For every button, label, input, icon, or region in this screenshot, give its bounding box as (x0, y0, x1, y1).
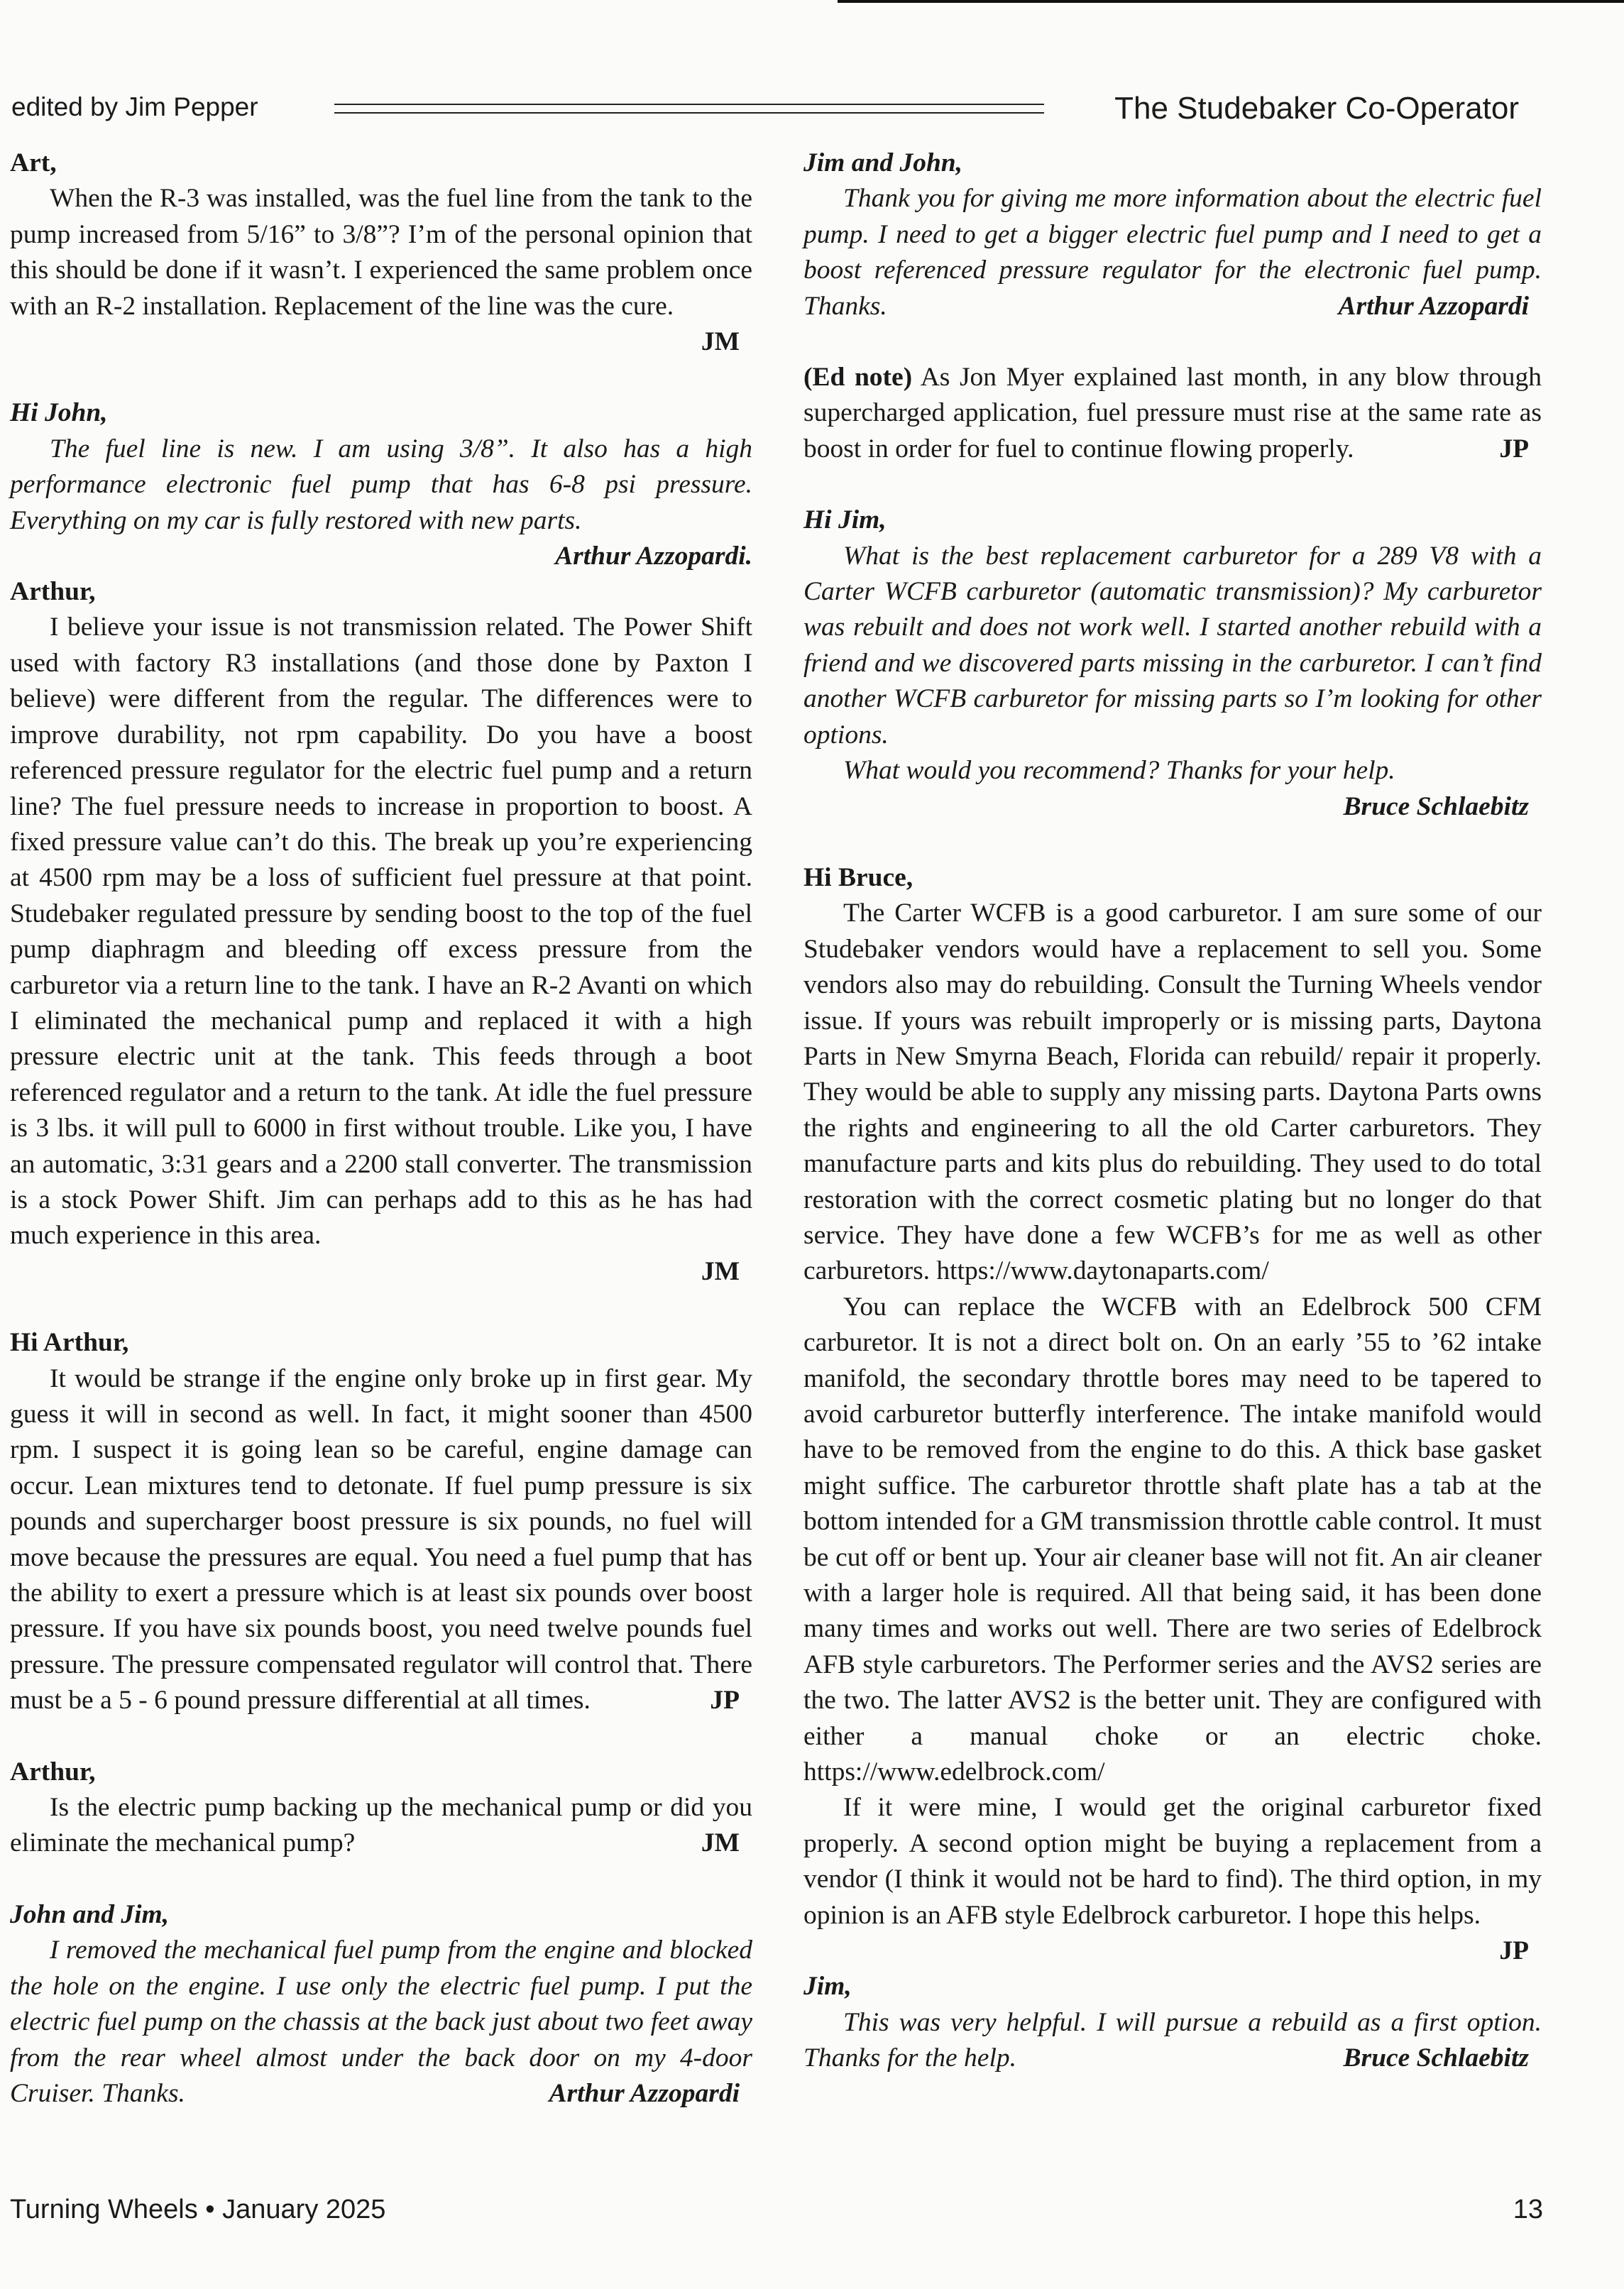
publication-name: Turning Wheels (10, 2195, 198, 2224)
editor-note-label: (Ed note) (803, 363, 913, 393)
letter (10, 395, 752, 571)
page-footer (10, 2195, 1543, 2225)
page-header (11, 87, 1519, 129)
author-initials: JM (701, 1828, 740, 1858)
letter-paragraph: I removed the mechanical fuel pump from the engine and blocked the hole on the engine. I use only the electric fuel pump. I put the electric fuel pump on the chassis at the back just about two feet away from the rear wheel almost under the back door on my 4-door Cruiser. Thanks. Arthur Azzopardi (10, 1933, 752, 2112)
letter-paragraph: I believe your issue is not transmission related. The Power Shift used with factory R3 installations (and those done by Paxton I believe) were different from the regular. The differences were to improve durability, not rpm capability. Do you have a boost referenced pressure regulator for the electric fuel pump and a return line? The fuel pressure needs to increase in proportion to boost. A fixed pressure value can’t do this. The break up you’re experiencing at 4500 rpm may be a loss of sufficient fuel pressure at that point. Studebaker regulated pressure by sending boost to the top of the fuel pump diaphragm and bleeding off excess pressure from the carburetor via a return line to the tank. I have an R-2 Avanti on which I eliminated the mechanical pump and replaced it with a high pressure electric unit at the tank. This feeds through a boot referenced regulator and a return to the tank. At idle the fuel pressure is 3 lbs. it will pull to 6000 in first without trouble. Like you, I have an automatic, 3:31 gears and a 2200 stall converter. The transmission is a stock Power Shift. Jim can perhaps add to this as he has had much experience in this area. (10, 613, 752, 1251)
letter-paragraph: If it were mine, I would get the original carburetor fixed properly. A second option might be buying a replacement from a vendor (I think it would not be hard to find). The third option, in my opinion is an AFB style Edelbrock carburetor. I hope this helps. JP (803, 1790, 1542, 1933)
editor-note (803, 360, 1542, 467)
letter-paragraph: When the R-3 was installed, was the fuel line from the tank to the pump increased from 5/16” to 3/8”? I’m of the personal opinion that this should be done if it wasn’t. I experienced the same problem once with an R-2 installation. Replacement of the line was the cure. (10, 184, 752, 321)
editor-credit: edited by Jim Pepper (11, 92, 258, 121)
signature: Bruce Schlaebitz (1343, 791, 1529, 821)
letter-paragraph: The Carter WCFB is a good carburetor. I am sure some of our Studebaker vendors would have a replacement to sell you. Some vendors also may do rebuilding. Consult the Turning Wheels vendor issue. If yours was rebuilt improperly or is missing parts, Daytona Parts in New Smyrna Beach, Florida can rebuild/ repair it properly. They would be able to supply any missing parts. Daytona Parts owns the rights and engineering to all the old Carter carburetors. They manufacture parts and kits plus do rebuilding. They used to do total restoration with the correct cosmetic plating but no longer do that service. They have done a few WCFB’s for me as well as other carburetors. https://www.daytonaparts.com/ (803, 899, 1542, 1286)
salutation: Hi Jim, (803, 505, 887, 535)
salutation: Hi Arthur, (10, 1328, 129, 1358)
salutation: Hi John, (10, 398, 108, 428)
author-initials: JP (1499, 1936, 1529, 1966)
header-rule (334, 112, 1044, 114)
header-rule (334, 104, 1044, 105)
letter-paragraph: Thank you for giving me more information about the electric fuel pump. I need to get a bigger electric fuel pump and I need to get a boost referenced pressure regulator for the electronic fuel pump. Thanks. Arthur Azzopardi (803, 181, 1542, 324)
editor-note-paragraph: (Ed note) As Jon Myer explained last month, in any blow through supercharged application, fuel pressure must rise at the same rate as boost in order for fuel to continue flowing properly. JP (803, 360, 1542, 467)
salutation: Arthur, (10, 1757, 96, 1786)
author-initials: JM (701, 327, 740, 357)
left-column (10, 146, 752, 2112)
letter (10, 1325, 752, 1718)
salutation: Art, (10, 148, 57, 177)
letter-paragraph: What would you recommend? Thanks for your help. (843, 756, 1395, 786)
salutation: Jim and John, (803, 148, 963, 177)
letter-paragraph: It would be strange if the engine only broke up in first gear. My guess it will in second as well. In fact, it might sooner than 4500 rpm. I suspect it is going lean so be careful, engine damage can occur. Lean mixtures tend to detonate. If fuel pump pressure is six pounds and supercharger boost pressure is six pounds, no fuel will move because the pressures are equal. You need a fuel pump that has the ability to exert a pressure which is at least six pounds over boost pressure. If you have six pounds boost, you need twelve pounds fuel pressure. The pressure compensated regulator will control that. There must be a 5 - 6 pound pressure differential at all times. JP (10, 1361, 752, 1719)
signature: Bruce Schlaebitz (1343, 2043, 1529, 2073)
letter-paragraph: You can replace the WCFB with an Edelbrock 500 CFM carburetor. It is not a direct bolt on. On an early ’55 to ’62 intake manifold, the secondary throttle bores may need to be tapered to avoid carburetor butterfly interference. The intake manifold would have to be removed from the engine to do this. A thick base gasket might suffice. The carburetor throttle shaft plate has a tab at the bottom intended for a GM transmission throttle cable control. It must be cut off or bent up. Your air cleaner base will not fit. An air cleaner with a larger hole is required. All that being said, it has been done many times and works out well. There are two series of Edelbrock AFB style carburetors. The Performer series and the AVS2 series are the two. The latter AVS2 is the better unit. They are configured with either a manual choke or an electric choke. https://www.edelbrock.com/ (803, 1292, 1542, 1787)
signature: Arthur Azzopardi (1338, 291, 1529, 321)
signature: Arthur Azzopardi. (555, 542, 752, 571)
page-number: 13 (1513, 2195, 1543, 2224)
author-initials: JP (1499, 434, 1529, 463)
column-title: The Studebaker Co-Operator (1114, 91, 1519, 126)
letter-paragraph: What is the best replacement carburetor for a 289 V8 with a Carter WCFB carburetor (automatic transmission)? My carburetor was rebuilt and does not work well. I started another rebuild with a friend and we discovered parts missing in the carburetor. I can’t find another WCFB carburetor for missing parts so I’m looking for other options. (803, 541, 1542, 750)
right-column (803, 146, 1542, 2076)
separator-bullet: • (205, 2195, 215, 2224)
author-initials: JM (701, 1256, 740, 1286)
salutation: Hi Bruce, (803, 862, 914, 892)
letter (10, 146, 752, 360)
letter (10, 1755, 752, 1862)
letter-paragraph: The fuel line is new. I am using 3/8”. It also has a high performance electronic fuel pump that has 6-8 psi pressure. Everything on my car is fully restored with new parts. Arthur Azzopardi. (10, 432, 752, 539)
letter (10, 574, 752, 1290)
letter (803, 1969, 1542, 2076)
letter (803, 146, 1542, 324)
top-edge-rule (838, 0, 1624, 3)
letter-paragraph: This was very helpful. I will pursue a rebuild as a first option. Thanks for the help. Bruce Schlaebitz (803, 2005, 1542, 2077)
letter (803, 860, 1542, 1966)
issue-date: January 2025 (222, 2195, 386, 2224)
salutation: John and Jim, (10, 1899, 170, 1929)
salutation: Jim, (803, 1972, 852, 2002)
salutation: Arthur, (10, 577, 96, 607)
letter (803, 503, 1542, 825)
letter (10, 1897, 752, 2112)
letter-paragraph: Is the electric pump backing up the mechanical pump or did you eliminate the mechanical pump? JM (10, 1790, 752, 1862)
author-initials: JP (710, 1686, 740, 1716)
signature: Arthur Azzopardi (549, 2078, 740, 2108)
